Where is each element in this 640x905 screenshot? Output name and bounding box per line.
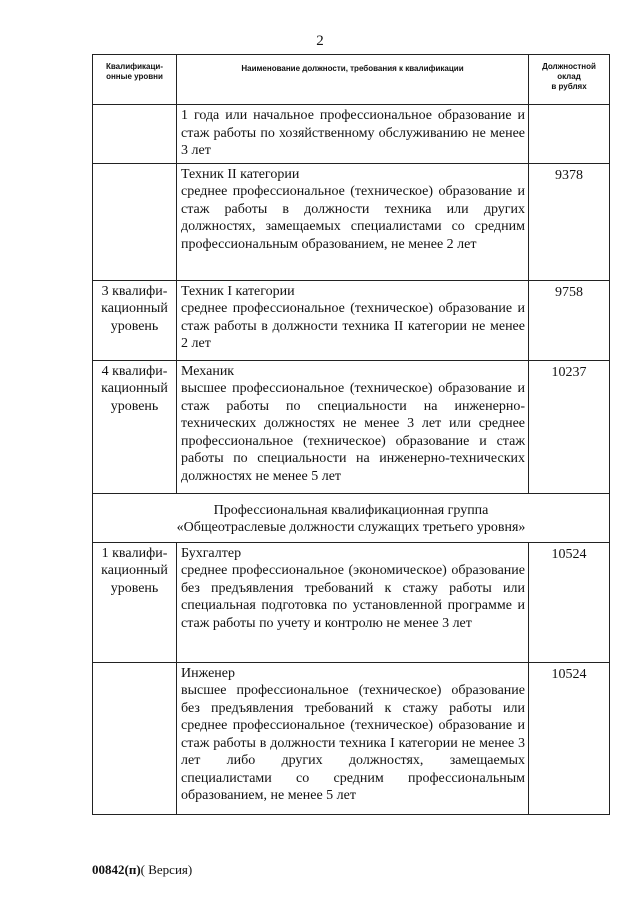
group-header [93, 493, 610, 542]
table-row [93, 163, 610, 280]
level-cell: 3 квалифи- кационный уровень [93, 280, 177, 360]
requirements-cell [177, 105, 529, 164]
level-cell: 1 квалифи- кационный уровень [93, 542, 177, 662]
position-title: Техник II категории [181, 166, 300, 182]
requirements-text: среднее профессиональное (техническое) образование и стаж работы в должности техника или других должностях, замещаемых специалистами со средним профессиональным образованием, не менее 2 лет [181, 184, 525, 252]
level-cell: 4 квалифи- кационный уровень [93, 360, 177, 493]
level-cell [93, 662, 177, 814]
position-title: Механик [181, 363, 235, 379]
requirements-cell [177, 280, 529, 360]
document-code: 00842(п) [92, 862, 141, 877]
position-title: Бухгалтер [181, 545, 242, 561]
salary-cell [529, 105, 610, 164]
table-header-row [93, 55, 610, 105]
table-row [93, 105, 610, 164]
group-subtitle: «Общеотраслевые должности служащих третьего уровня» [176, 520, 526, 535]
table-row [93, 542, 610, 662]
salary-cell: 10524 [529, 542, 610, 662]
document-footer [92, 862, 192, 878]
level-cell [93, 105, 177, 164]
salary-cell: 9758 [529, 280, 610, 360]
group-header-row [93, 493, 610, 542]
requirements-text: высшее профессиональное (техническое) образование и стаж работы по специальности на инженерно-технических должностях не менее 3 лет или среднее профессиональное (техническое) образование и стаж работы по специальности на инженерно-технических должностях не менее 5 лет [181, 381, 525, 484]
salary-cell: 10237 [529, 360, 610, 493]
position-title: Инженер [181, 665, 236, 681]
table-row [93, 280, 610, 360]
header-level: Квалификаци- онные уровни [93, 55, 177, 105]
requirements-text: среднее профессиональное (техническое) образование и стаж работы в должности техника II категории не менее 2 лет [181, 301, 525, 351]
salary-cell: 10524 [529, 662, 610, 814]
requirements-cell [177, 542, 529, 662]
level-cell [93, 163, 177, 280]
page-number: 2 [316, 33, 324, 49]
requirements-cell [177, 662, 529, 814]
header-salary: Должностной оклад в рублях [529, 55, 610, 105]
table-row [93, 662, 610, 814]
group-title: Профессиональная квалификационная группа [213, 502, 489, 518]
table-row [93, 360, 610, 493]
requirements-text: среднее профессиональное (экономическое) образование без предъявления требований к стажу работы или специальная подготовка по установленной программе и стаж работы по учету и контролю не менее 3 лет [181, 563, 525, 631]
document-version: ( Версия) [140, 862, 193, 877]
salary-cell: 9378 [529, 163, 610, 280]
header-position: Наименование должности, требования к квалификации [177, 55, 529, 105]
qualification-table [92, 54, 610, 815]
requirements-cell [177, 163, 529, 280]
requirements-text: высшее профессиональное (техническое) образование без предъявления требований к стажу работы или среднее профессиональное (техническое) образование и стаж работы в должности техника I категории не менее 3 лет либо других должностях, замещаемых специалистами со средним профессиональным образованием, не менее 5 лет [181, 683, 525, 803]
requirements-text: 1 года или начальное профессиональное образование и стаж работы по хозяйственному обслуживанию не менее 3 лет [181, 108, 525, 158]
requirements-cell [177, 360, 529, 493]
position-title: Техник I категории [181, 283, 295, 299]
